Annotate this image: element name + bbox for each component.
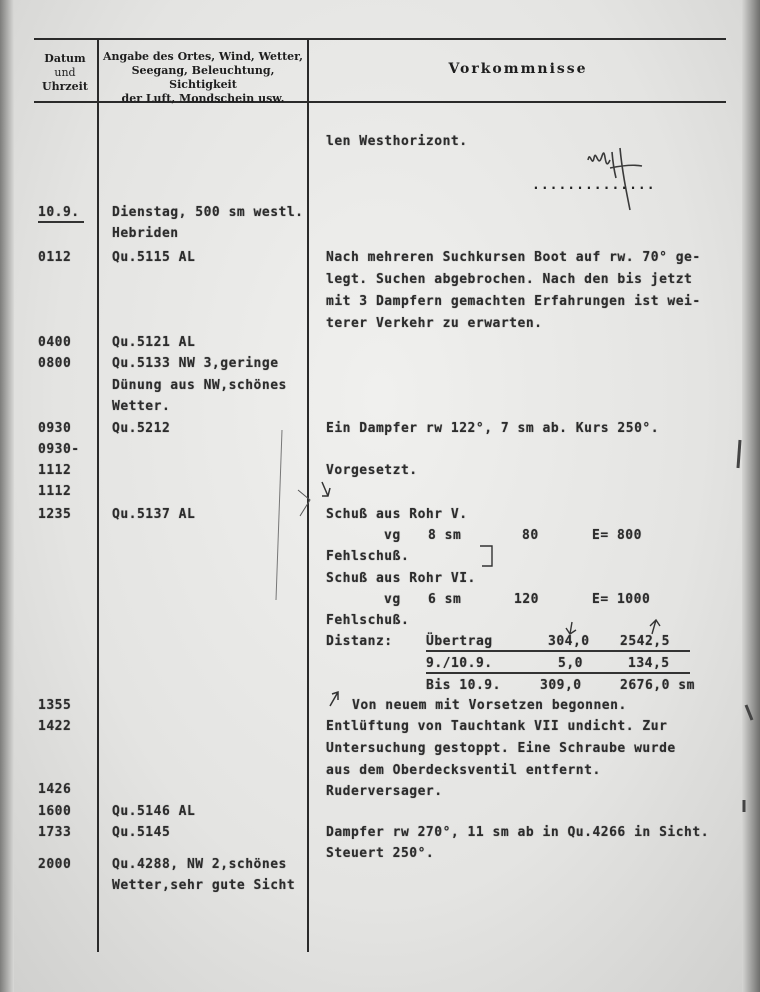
date-10-9: 10.9. (38, 205, 80, 220)
place-2000-line2: Wetter,sehr gute Sicht (112, 878, 296, 893)
shot2-distance: 6 sm (428, 592, 462, 607)
distanz-sum-total: 2676,0 sm (620, 678, 695, 693)
event-1426: Ruderversager. (326, 784, 443, 799)
header-datum-line3: Uhrzeit (42, 80, 88, 93)
distanz-uebertrag-day: 304,0 (548, 634, 590, 649)
shot-rohr-vi: Schuß aus Rohr VI. (326, 571, 476, 586)
distanz-day-value: 5,0 (558, 656, 583, 671)
event-1355: Von neuem mit Vorsetzen begonnen. (352, 698, 627, 713)
place-1733: Qu.5145 (112, 825, 171, 840)
time-1733: 1733 (38, 825, 72, 840)
time-1426: 1426 (38, 782, 72, 797)
distanz-uebertrag-total: 2542,5 (620, 634, 670, 649)
place-0800-line2: Dünung aus NW,schönes (112, 378, 287, 393)
event-1422-line1: Entlüftung von Tauchtank VII undicht. Zur (326, 719, 668, 734)
shot1-vg: vg (384, 528, 401, 543)
place-0112: Qu.5115 AL (112, 250, 196, 265)
time-0930: 0930 (38, 421, 72, 436)
event-1422-line2: Untersuchung gestoppt. Eine Schraube wurde (326, 741, 676, 756)
place-hebriden: Hebriden (112, 226, 179, 241)
time-0112: 0112 (38, 250, 72, 265)
event-0112-line1: Nach mehreren Suchkursen Boot auf rw. 70° ge- (326, 250, 701, 265)
time-0400: 0400 (38, 335, 72, 350)
event-0112-line3: mit 3 Dampfern gemachten Erfahrungen ist wei- (326, 294, 701, 309)
time-1235: 1235 (38, 507, 72, 522)
event-0112-line4: terer Verkehr zu erwarten. (326, 316, 543, 331)
shot2-vg: vg (384, 592, 401, 607)
event-1422-line3: aus dem Oberdecksventil entfernt. (326, 763, 601, 778)
header-vorkommnisse: Vorkommnisse (448, 61, 588, 77)
time-0930-range-start: 0930- (38, 442, 80, 457)
time-0930-range-end: 1112 (38, 463, 72, 478)
place-2000-line1: Qu.4288, NW 2,schönes (112, 857, 287, 872)
place-dienstag: Dienstag, 500 sm westl. (112, 205, 304, 220)
place-1600: Qu.5146 AL (112, 804, 196, 819)
place-1235: Qu.5137 AL (112, 507, 196, 522)
distanz-uebertrag-label: Übertrag (426, 634, 493, 649)
event-0112-line2: legt. Suchen abgebrochen. Nach den bis jetzt (326, 272, 693, 287)
event-vorgesetzt: Vorgesetzt. (326, 463, 418, 478)
shot-rohr-v: Schuß aus Rohr V. (326, 507, 468, 522)
shot1-distance: 8 sm (428, 528, 462, 543)
shot1-fehlschuss: Fehlschuß. (326, 549, 410, 564)
header-ort-line1: Angabe des Ortes, Wind, Wetter, (102, 50, 304, 63)
distanz-sum-day: 309,0 (540, 678, 582, 693)
shot2-range: E= 1000 (592, 592, 651, 607)
header-datum-line2: und (54, 66, 76, 79)
time-1422: 1422 (38, 719, 72, 734)
time-1600: 1600 (38, 804, 72, 819)
header-ort-line3: der Luft, Mondschein usw. (121, 92, 285, 105)
shot2-angle: 120 (514, 592, 539, 607)
time-1355: 1355 (38, 698, 72, 713)
distanz-day-total: 134,5 (628, 656, 670, 671)
shot1-angle: 80 (522, 528, 539, 543)
time-2000: 2000 (38, 857, 72, 872)
continued-text: len Westhorizont. (326, 134, 468, 149)
event-1733-line1: Dampfer rw 270°, 11 sm ab in Qu.4266 in Sicht. (326, 825, 710, 840)
event-0930: Ein Dampfer rw 122°, 7 sm ab. Kurs 250°. (326, 421, 660, 436)
place-0800-line1: Qu.5133 NW 3,geringe (112, 356, 279, 371)
distanz-sum-label: Bis 10.9. (426, 678, 501, 693)
place-0800-line3: Wetter. (112, 399, 171, 414)
time-0800: 0800 (38, 356, 72, 371)
shot1-range: E= 800 (592, 528, 642, 543)
distanz-day-label: 9./10.9. (426, 656, 493, 671)
time-1112: 1112 (38, 484, 72, 499)
place-0400: Qu.5121 AL (112, 335, 196, 350)
header-ort-line2: Seegang, Beleuchtung, Sichtigkeit (131, 64, 275, 91)
shot2-fehlschuss: Fehlschuß. (326, 613, 410, 628)
event-1733-line2: Steuert 250°. (326, 846, 435, 861)
distanz-label: Distanz: (326, 634, 393, 649)
place-0930: Qu.5212 (112, 421, 171, 436)
signature-dots: .............. (532, 178, 656, 193)
header-datum-line1: Datum (44, 52, 86, 65)
